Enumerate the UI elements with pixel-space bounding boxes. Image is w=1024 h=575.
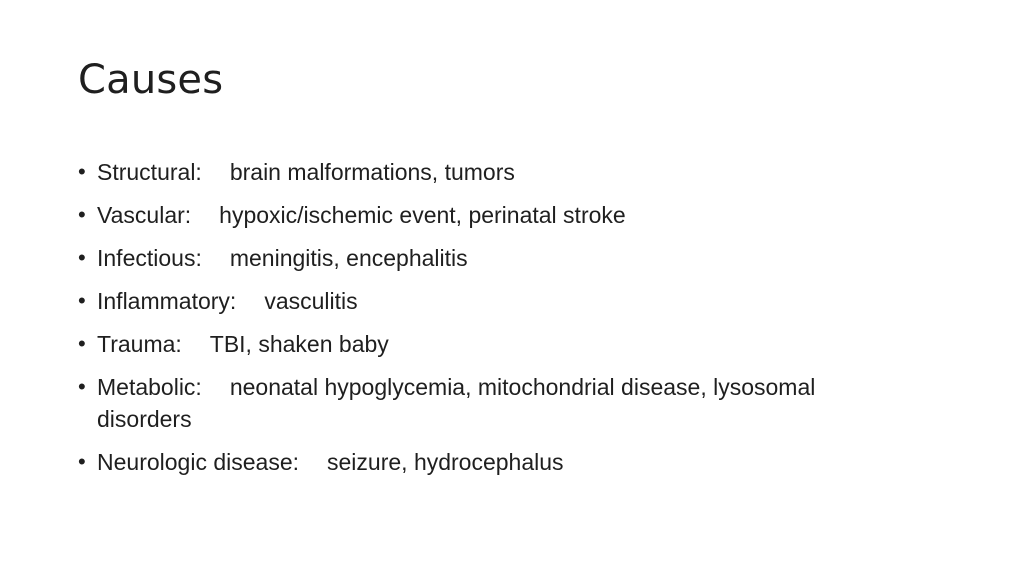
bullet-detail: meningitis, encephalitis: [229, 245, 468, 271]
bullet-label: Vascular:: [97, 202, 192, 228]
bullet-item-metabolic: [78, 371, 878, 435]
bullet-label: Infectious:: [97, 245, 202, 271]
bullet-detail: seizure, hydrocephalus: [327, 449, 564, 475]
bullet-item-inflammatory: [78, 285, 878, 317]
bullet-item-structural: [78, 156, 878, 188]
bullet-detail: neonatal hypoglycemia, mitochondrial disease, lysosomal disorders: [97, 374, 816, 432]
bullet-list: [78, 156, 878, 489]
bullet-item-trauma: [78, 328, 878, 360]
bullet-detail: hypoxic/ischemic event, perinatal stroke: [219, 202, 626, 228]
bullet-item-vascular: [78, 199, 878, 231]
slide-title: Causes: [78, 57, 224, 103]
bullet-label: Neurologic disease:: [97, 449, 300, 475]
bullet-label: Metabolic:: [97, 374, 202, 400]
bullet-label: Inflammatory:: [97, 288, 237, 314]
bullet-item-neurologic-disease: [78, 446, 878, 478]
bullet-detail: brain malformations, tumors: [229, 159, 515, 185]
bullet-item-infectious: [78, 242, 878, 274]
bullet-label: Trauma:: [97, 331, 182, 357]
bullet-label: Structural:: [97, 159, 202, 185]
bullet-detail: vasculitis: [264, 288, 358, 314]
bullet-detail: TBI, shaken baby: [209, 331, 389, 357]
